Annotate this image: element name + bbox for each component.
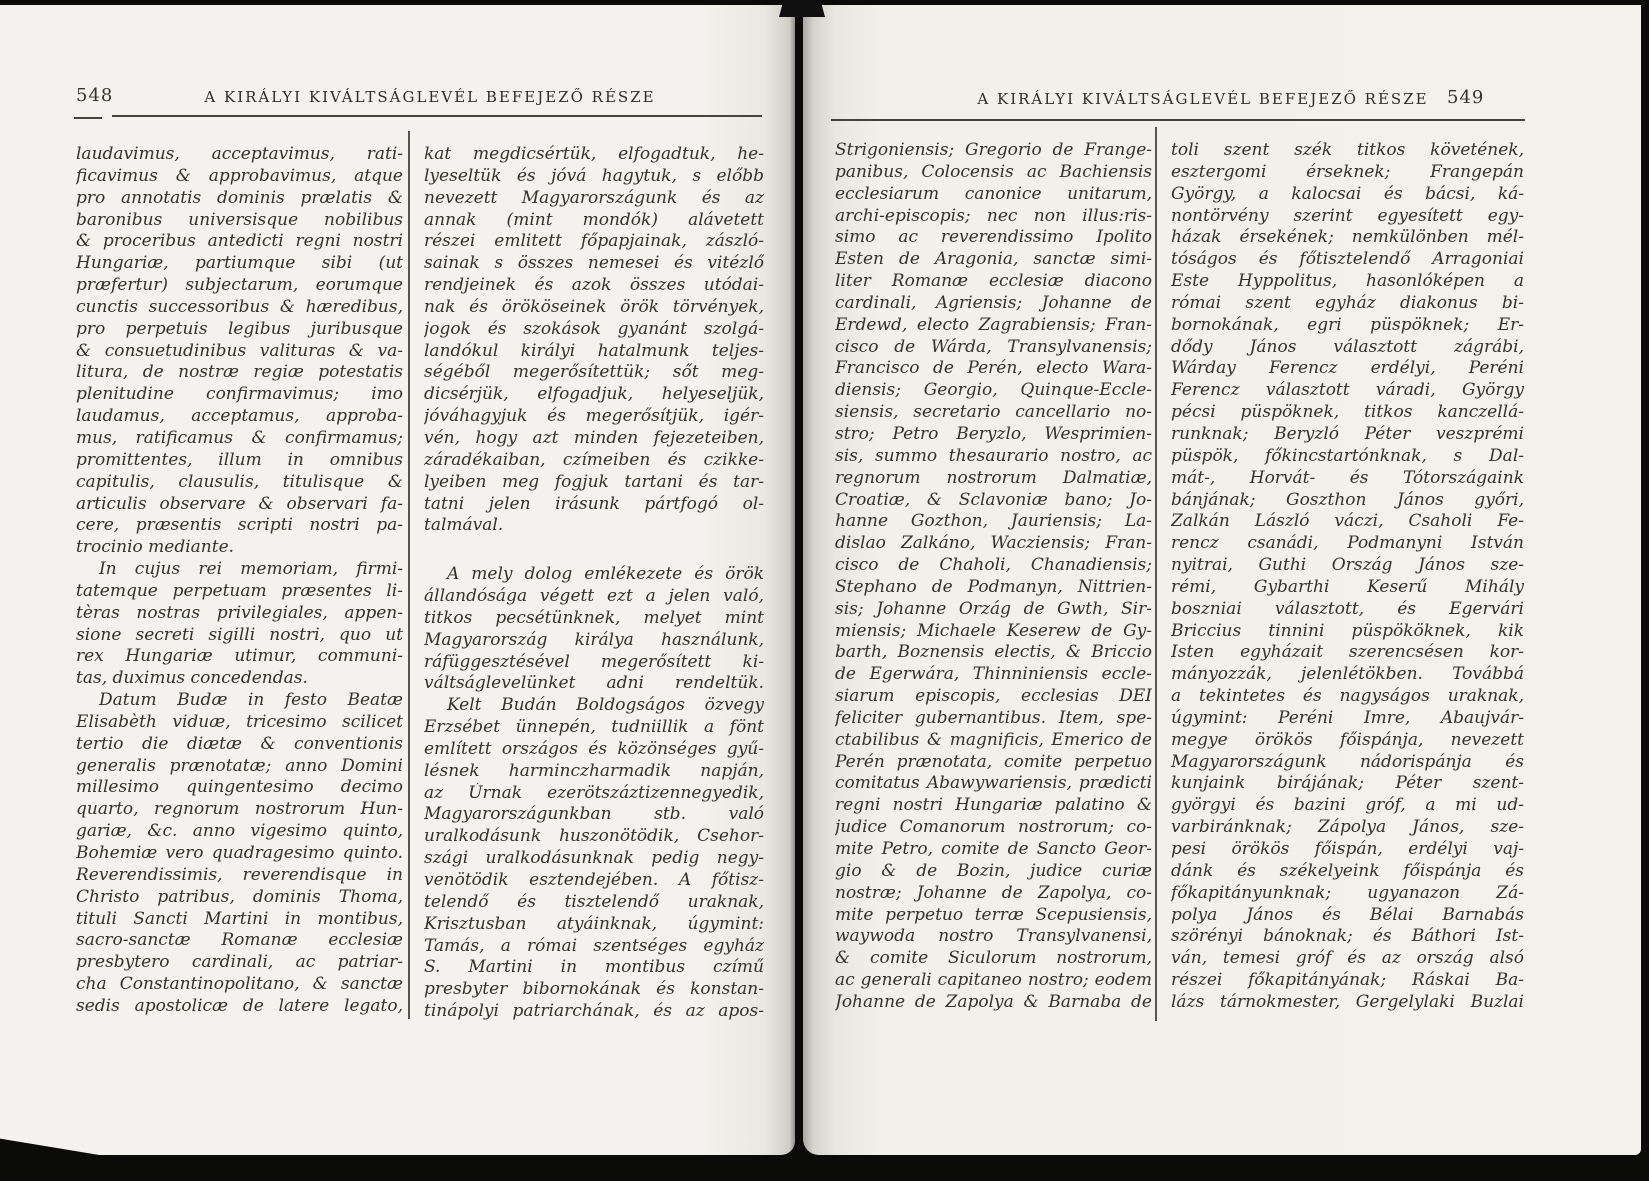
text-line: Erdewd, electo Zagrabiensis; Fran- — [835, 314, 1152, 335]
text-line: judice Comanorum nostrorum; co- — [835, 817, 1152, 838]
text-line: Perén prænotata, comite perpetuo — [835, 751, 1152, 772]
text-line: siensis, secretario cancellario no- — [835, 402, 1152, 423]
text-line: szörényi bánoknak; és Báthori Ist- — [1171, 926, 1524, 947]
text-line: Wárday Ferencz erdélyi, Peréni — [1171, 358, 1524, 379]
text-line: articulis observare & observari fa- — [76, 493, 403, 514]
text-line: stro; Petro Beryzlo, Wesprimien- — [835, 423, 1152, 444]
text-line: Erzsébet ünnepén, tudniillik a fönt — [424, 717, 764, 738]
text-line: a tekintetes és nagyságos uraknak, — [1171, 686, 1524, 707]
text-line: liter Romanæ ecclesiæ diacono — [835, 271, 1152, 292]
text-line: pro annotatis dominis prælatis & — [76, 187, 403, 208]
text-line: főkapitányunknak; ugyanazon Zá- — [1171, 882, 1524, 903]
text-line: György, a kalocsai és bácsi, ká- — [1171, 183, 1524, 204]
text-line: capitulis, clausulis, titulisque & — [76, 471, 403, 492]
text-line: Ferencz választott váradi, György — [1171, 380, 1524, 401]
text-line: megye örökös főispánja, nevezett — [1171, 729, 1524, 750]
text-line: Este Hyppolitus, hasonlóképen a — [1171, 271, 1524, 292]
text-line: regni nostri Hungariæ palatino & — [835, 795, 1152, 816]
text-line: úgymint: Peréni Imre, Abaujvár- — [1171, 707, 1524, 728]
text-line: kat megdicsértük, elfogadtuk, he- — [424, 144, 764, 164]
paragraph — [424, 564, 764, 695]
text-line: polya János és Bélai Barnabás — [1171, 904, 1524, 925]
text-line: litura, de nostræ regiæ potestatis — [76, 362, 403, 383]
right-running-title: A KIRÁLYI KIVÁLTSÁGLEVÉL BEFEJEZŐ RÉSZE — [977, 90, 1429, 108]
text-line: rex Hungariæ utimur, communi- — [76, 646, 403, 667]
text-line: de Egerwára, Thinniniensis eccle- — [835, 664, 1152, 685]
text-line: Briccius tinnini püspököknek, kik — [1171, 620, 1524, 641]
text-line: mát-, Horvát- és Tótországaink — [1171, 467, 1524, 488]
text-line: jogok és szokások gyanánt szolgá- — [424, 318, 764, 339]
text-line: Croatiæ, & Sclavoniæ bano; Jo- — [835, 489, 1152, 510]
text-line: pesi örökös főispán, erdélyi vaj- — [1171, 839, 1524, 859]
right-page-column-latin — [835, 140, 1152, 1014]
text-line: Magyarországunk nádorispánja és — [1171, 751, 1524, 772]
text-line: rencz csanádi, Podmanyni István — [1171, 533, 1524, 554]
text-line: ván, temesi gróf és az ország alsó — [1171, 948, 1524, 969]
header-dash-mark — [74, 117, 102, 119]
text-line: tertio die diætæ & conventionis — [76, 733, 403, 754]
text-line: püspök, főkincstartónknak, s Dal- — [1171, 445, 1524, 466]
text-line: landókul királyi hatalmunk teljes- — [424, 340, 764, 361]
text-line: Krisztusban atyáinknak, úgymint: — [424, 913, 764, 934]
text-line: miensis; Michaele Keserew de Gy- — [835, 620, 1152, 641]
paragraph — [424, 144, 764, 537]
text-line: hanne Gozthon, Jauriensis; La- — [835, 511, 1152, 532]
text-line: Strigoniensis; Gregorio de Frange- — [835, 140, 1152, 160]
text-line: diensis; Georgio, Quinque-Eccle- — [835, 380, 1152, 401]
text-line: nevezett Magyarországunk és az — [424, 187, 764, 208]
text-line: regnorum nostrorum Dalmatiæ, — [835, 467, 1152, 488]
text-line: ctabilibus & magnificis, Emerico de — [835, 729, 1152, 750]
text-line: részei főkapitányának; Ráskai Ba- — [1171, 970, 1524, 991]
text-line: varbiránknak; Zápolya János, sze- — [1171, 817, 1524, 838]
text-line: presbyter bibornokának és konstan- — [424, 979, 764, 1000]
text-line: Bohemiæ vero quadragesimo quinto. — [76, 843, 403, 863]
text-line: pro perpetuis legibus juribusque — [76, 318, 403, 339]
text-line: panibus, Colocensis ac Bachiensis — [835, 161, 1152, 182]
text-line: Tamás, a római szentséges egyház — [424, 935, 764, 956]
text-line: siarum episcopis, ecclesias DEI — [835, 686, 1152, 707]
text-line: nak és örököseinek örök törvények, — [424, 296, 764, 317]
text-line: gariæ, &c. anno vigesimo quinto, — [76, 821, 403, 842]
text-line: laudavimus, acceptavimus, rati- — [76, 144, 403, 164]
text-line: generalis prænotatæ; anno Domini — [76, 755, 403, 776]
text-line: ecclesiarum canonice unitarum, — [835, 183, 1152, 204]
text-line: az Úrnak ezerötszáztizennegyedik, — [424, 782, 764, 803]
left-page-column-hungarian — [424, 144, 764, 1023]
text-line: ac generali capitaneo nostro; eodem — [835, 970, 1152, 991]
text-line: barth, Boznensis electis, & Briccio — [835, 642, 1152, 663]
text-line: római szent egyház diakonus bi- — [1171, 292, 1524, 313]
left-page — [0, 5, 795, 1155]
text-line: esztergomi érseknek; Frangepán — [1171, 161, 1524, 182]
text-line: boszniai választott, és Egervári — [1171, 598, 1524, 619]
text-line: állandósága végett ezt a jelen való, — [424, 586, 764, 607]
text-line: promittentes, illum in omnibus — [76, 449, 403, 470]
text-line: záradékaiban, czímeiben és czikke- — [424, 449, 764, 470]
paragraph — [76, 690, 403, 1018]
paragraph — [835, 140, 1152, 1014]
text-line: uralkodásunk huszonötödik, Csehor- — [424, 826, 764, 847]
text-line: mus, ratificamus & confirmamus; — [76, 427, 403, 448]
text-line: Esten de Aragonia, sanctæ simi- — [835, 249, 1152, 270]
text-line: waywoda nostro Transylvanensi, — [835, 926, 1152, 947]
text-line: telendő és tisztelendő uraknak, — [424, 891, 764, 912]
text-line: cisco de Chaholi, Chanadiensis; — [835, 555, 1152, 576]
text-line: runknak; Beryzló Péter veszprémi — [1171, 423, 1524, 444]
text-line: talmával. — [424, 515, 504, 536]
right-page-number: 549 — [1447, 87, 1485, 108]
right-header-rule — [831, 119, 1525, 121]
text-line: mite Petro, comite de Sancto Geor- — [835, 839, 1152, 859]
text-line: cha Constantinopolitano, & sanctæ — [76, 974, 403, 995]
text-line: lésnek harminczharmadik napján, — [424, 760, 764, 781]
text-line: házak érsekének; nemkülönben mél- — [1171, 227, 1524, 248]
text-line: szági uralkodásunknak pedig negy- — [424, 848, 764, 869]
text-line: Magyarország királya használunk, — [424, 629, 764, 650]
text-line: plenitudine confirmavimus; imo — [76, 384, 403, 405]
text-line: dislao Zalkáno, Wacziensis; Fran- — [835, 533, 1152, 554]
text-line: dődy János választott zágrábi, — [1171, 336, 1524, 357]
text-line: & comite Siculorum nostrorum, — [835, 948, 1152, 969]
text-line: toli szent szék titkos követének, — [1171, 140, 1524, 160]
text-line: Hungariæ, partiumque sibi (ut — [76, 253, 403, 274]
text-line: presbytero cardinali, ac patriar- — [76, 952, 403, 973]
text-line: cisco de Wárda, Transylvanensis; — [835, 336, 1152, 357]
paragraph — [76, 559, 403, 690]
text-line: lázs tárnokmester, Gergelylaki Buzlai — [1171, 991, 1524, 1012]
paragraph — [1171, 140, 1524, 1014]
text-line: Magyarországunkban stb. való — [424, 804, 764, 825]
text-line: Isten egyházait szerencsésen kor- — [1171, 642, 1524, 663]
text-line: dánk és székelyeink főispánja és — [1171, 860, 1524, 881]
text-line: pécsi püspöknek, titkos kanczellá- — [1171, 402, 1524, 423]
text-line: ficavimus & approbavimus, atque — [76, 165, 403, 186]
text-line: gio & de Bozin, judice curiæ — [835, 860, 1152, 881]
text-line: In cujus rei memoriam, firmi- — [98, 559, 403, 580]
text-line: györgyi és bazini gróf, a mi ud- — [1171, 795, 1524, 816]
right-page-column-hungarian — [1171, 140, 1524, 1014]
text-line: sainak s összes nemesei és vitézlő — [424, 253, 764, 274]
text-line: laudamus, acceptamus, approba- — [76, 406, 403, 427]
text-line: Johanne de Zapolya & Barnaba de — [835, 991, 1152, 1012]
text-line: titkos pecsétünknek, melyet mint — [424, 607, 764, 628]
text-line: Elisabèth viduæ, tricesimo scilicet — [76, 711, 403, 732]
text-line: lyeseltük és jóvá hagytuk, s előbb — [424, 165, 764, 186]
text-line: dicsérjük, elfogadjuk, helyeseljük, — [424, 384, 764, 405]
text-line: quarto, regnorum nostrorum Hun- — [76, 799, 403, 820]
text-line: sacro-sanctæ Romanæ ecclesiæ — [76, 930, 403, 951]
left-running-title: A KIRÁLYI KIVÁLTSÁGLEVÉL BEFEJEZŐ RÉSZE — [204, 88, 656, 106]
left-header-rule — [112, 115, 762, 117]
text-line: rémi, Gybarthi Keserű Mihály — [1171, 576, 1524, 597]
text-line: sione secreti sigilli nostri, quo ut — [76, 624, 403, 645]
text-line: sis; Johanne Orzág de Gwth, Sir- — [835, 598, 1152, 619]
text-line: Reverendissimis, reverendisque in — [76, 864, 403, 885]
text-line: comitatus Abawywariensis, prædicti — [835, 773, 1152, 794]
text-line: részei emlitett főpapjainak, zászló- — [424, 231, 764, 252]
text-line: Kelt Budán Boldogságos özvegy — [446, 695, 764, 716]
text-line: cunctis successoribus & hæredibus, — [76, 296, 403, 317]
left-page-column-latin — [76, 144, 403, 1018]
text-line: nostræ; Johanne de Zapolya, co- — [835, 882, 1152, 903]
text-line: Stephano de Podmanyn, Nittrien- — [835, 576, 1152, 597]
text-line: bánjának; Goszthon János győri, — [1171, 489, 1524, 510]
text-line: Francisco de Perén, electo Wara- — [835, 358, 1152, 379]
text-line: nontörvény szerint egyesített egy- — [1171, 205, 1524, 226]
left-page-number: 548 — [76, 85, 114, 106]
text-line: feliciter gubernantibus. Item, spe- — [835, 707, 1152, 728]
text-line: tinápolyi patriarchának, és az apos- — [424, 1001, 764, 1022]
text-line: rendjeinek és azok összes utódai- — [424, 275, 764, 296]
text-line: tituli Sancti Martini in montibus, — [76, 908, 403, 929]
text-line: S. Martini in montibus czímű — [424, 957, 764, 978]
text-line: jóváhagyjuk és megerősítjük, igér- — [424, 406, 764, 427]
text-line: A mely dolog emlékezete és örök — [446, 564, 764, 585]
text-line: tatni jelen irásunk pártfogó ol- — [424, 493, 764, 514]
text-line: sis, summo thesaurario nostro, ac — [835, 445, 1152, 466]
text-line: kunjaink birájának; Péter szent- — [1171, 773, 1524, 794]
text-line: trocinio mediante. — [76, 537, 235, 558]
text-line: Zalkán László váczi, Csaholi Fe- — [1171, 511, 1524, 532]
text-line: említett országos és közönséges gyű- — [424, 738, 764, 759]
text-line: sedis apostolicæ de latere legato, — [76, 995, 403, 1016]
text-line: mite perpetuo terræ Scepusiensis, — [835, 904, 1152, 925]
right-column-divider — [1155, 127, 1157, 1021]
text-line: tóságos és főtisztelendő Arragoniai — [1171, 249, 1524, 270]
text-line: venötödik esztendejében. A főtisz- — [424, 870, 764, 890]
left-column-divider — [408, 131, 410, 1019]
text-line: simo ac reverendissimo Ipolito — [835, 227, 1152, 248]
text-line: cardinali, Agriensis; Johanne de — [835, 292, 1152, 313]
text-line: vén, hogy azt minden fejezeteiben, — [424, 427, 764, 448]
text-line: bornokának, egri püspöknek; Er- — [1171, 314, 1524, 335]
text-line: baronibus universisque nobilibus — [76, 209, 403, 230]
text-line: Christo patribus, dominis Thoma, — [76, 886, 403, 907]
text-line: & consuetudinibus valituras & va- — [76, 340, 403, 361]
text-line: tas, duximus concedendas. — [76, 668, 308, 689]
text-line: mányozzák, jelenlétökben. Továbbá — [1171, 664, 1524, 685]
paragraph — [76, 144, 403, 559]
text-line: cere, præsentis scripti nostri pa- — [76, 515, 403, 536]
text-line: lyeiben meg fogjuk tartani és tar- — [424, 471, 764, 492]
text-line: ráfüggesztésével megerősített ki- — [424, 651, 764, 672]
text-line: millesimo quingentesimo decimo — [76, 777, 403, 798]
text-line: annak (mint mondók) alávetett — [424, 209, 764, 230]
text-line: archi-episcopis; nec non illus:ris- — [835, 205, 1152, 226]
book-spine-top-edge — [779, 0, 825, 17]
text-line: tatemque perpetuam præsentes li- — [76, 580, 403, 601]
text-line: & proceribus antedicti regni nostri — [76, 231, 403, 252]
paragraph — [424, 695, 764, 1023]
text-line: ségéből megerősítettük; sőt meg- — [424, 362, 764, 383]
text-line: tèras nostras privilegiales, appen- — [76, 602, 403, 623]
text-line: Datum Budæ in festo Beatæ — [98, 690, 403, 711]
text-line: váltságlevelünket adni rendeltük. — [424, 673, 764, 694]
text-line: præfertur) subjectarum, eorumque — [76, 275, 403, 296]
right-page — [803, 5, 1641, 1155]
text-line: nyitrai, Guthi Ország János sze- — [1171, 555, 1524, 576]
